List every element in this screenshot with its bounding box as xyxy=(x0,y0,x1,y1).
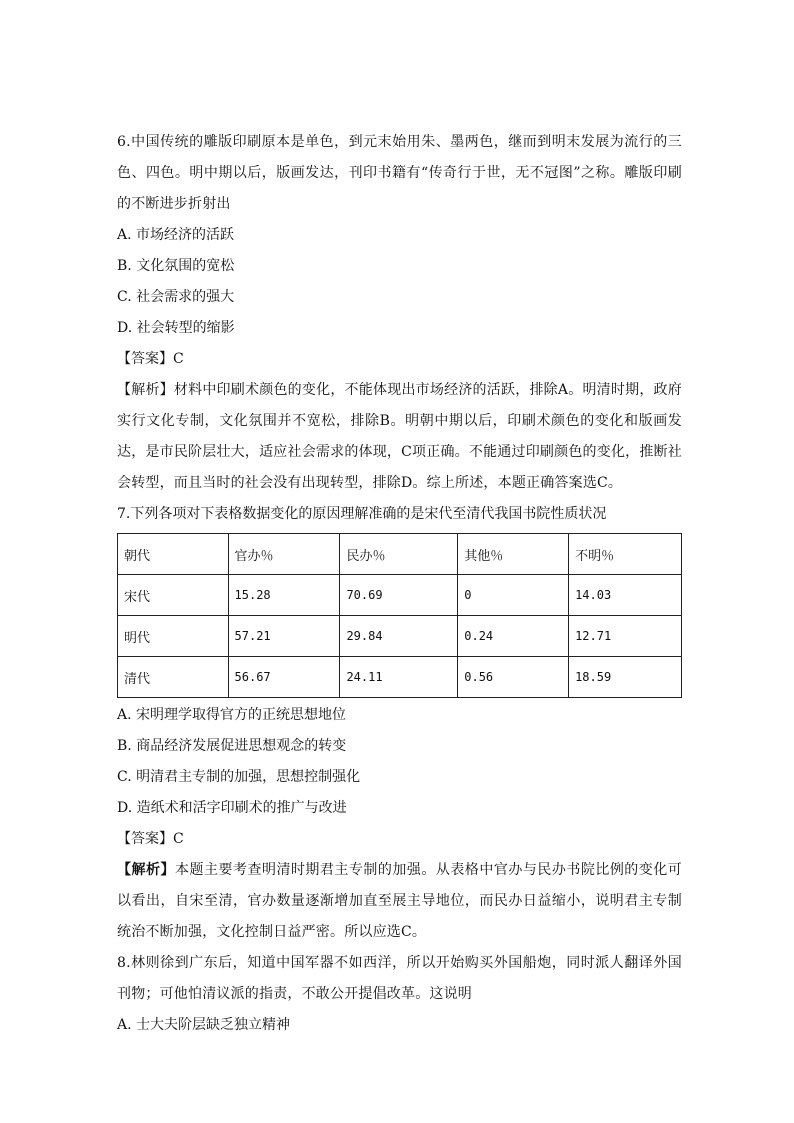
table-cell: 57.21 xyxy=(228,616,340,657)
question-8 xyxy=(117,948,682,1041)
question-7-analysis-label: 【解析】 xyxy=(117,862,175,878)
table-cell: 18.59 xyxy=(569,657,682,698)
question-6-option-c: C. 社会需求的强大 xyxy=(117,289,235,305)
table-cell: 12.71 xyxy=(569,616,682,657)
table-cell: 0 xyxy=(458,575,569,616)
table-row xyxy=(118,657,682,698)
question-7-analysis xyxy=(117,855,682,948)
question-7-analysis-text: 本题主要考查明清时期君主专制的加强。从表格中官办与民办书院比例的变化可以看出，自宋至清，官办数量逐渐增加直至展主导地位，而民办日益缩小，说明君主专制统治不断加强，文化控制日益严密。所以应选C。 xyxy=(117,862,682,940)
table-cell: 70.69 xyxy=(340,575,458,616)
document-content xyxy=(117,127,682,1041)
table-header-cell: 民办％ xyxy=(340,534,458,575)
table-header-row xyxy=(118,534,682,575)
table-cell: 56.67 xyxy=(228,657,340,698)
table-cell: 24.11 xyxy=(340,657,458,698)
question-7-option-a: A. 宋明理学取得官方的正统思想地位 xyxy=(117,707,347,723)
question-6-answer: 【答案】C xyxy=(117,351,184,367)
question-7-answer: 【答案】C xyxy=(117,831,184,847)
question-8-option-a: A. 士大夫阶层缺乏独立精神 xyxy=(117,1017,291,1033)
table-cell: 15.28 xyxy=(228,575,340,616)
question-7-option-c: C. 明清君主专制的加强，思想控制强化 xyxy=(117,769,361,785)
question-8-stem: 8.林则徐到广东后，知道中国军器不如西洋，所以开始购买外国船炮，同时派人翻译外国刊物；可他怕清议派的指责，不敢公开提倡改革。这说明 xyxy=(117,955,682,1002)
table-row xyxy=(118,616,682,657)
question-7 xyxy=(117,499,682,948)
table-cell: 清代 xyxy=(118,657,229,698)
question-6-analysis xyxy=(117,375,682,499)
table-header-cell: 其他％ xyxy=(458,534,569,575)
question-6 xyxy=(117,127,682,499)
question-6-option-a: A. 市场经济的活跃 xyxy=(117,227,235,243)
table-cell: 29.84 xyxy=(340,616,458,657)
table-header-cell: 官办％ xyxy=(228,534,340,575)
table-cell: 宋代 xyxy=(118,575,229,616)
table-cell: 14.03 xyxy=(569,575,682,616)
question-6-option-d: D. 社会转型的缩影 xyxy=(117,320,235,336)
table-header-cell: 不明％ xyxy=(569,534,682,575)
academy-data-table xyxy=(117,533,682,698)
question-7-stem: 7.下列各项对下表格数据变化的原因理解准确的是宋代至清代我国书院性质状况 xyxy=(117,506,607,522)
table-header-cell: 朝代 xyxy=(118,534,229,575)
question-7-option-b: B. 商品经济发展促进思想观念的转变 xyxy=(117,738,347,754)
table-cell: 0.56 xyxy=(458,657,569,698)
table-cell: 明代 xyxy=(118,616,229,657)
question-7-option-d: D. 造纸术和活字印刷术的推广与改进 xyxy=(117,800,347,816)
question-6-stem: 6.中国传统的雕版印刷原本是单色，到元末始用朱、墨两色，继而到明末发展为流行的三色、四色。明中期以后，版画发达，刊印书籍有“传奇行于世，无不冠图”之称。雕版印刷的不断进步折射出 xyxy=(117,134,682,212)
question-6-analysis-label: 【解析】 xyxy=(117,382,174,398)
table-cell: 0.24 xyxy=(458,616,569,657)
question-6-analysis-text: 材料中印刷术颜色的变化，不能体现出市场经济的活跃，排除A。明清时期，政府实行文化专制，文化氛围并不宽松，排除B。明朝中期以后，印刷术颜色的变化和版画发达，是市民阶层壮大，适应社会需求的体现，C项正确。不能通过印刷颜色的变化，推断社会转型，而且当时的社会没有出现转型，排除D。综上所述，本题正确答案选C。 xyxy=(117,382,682,491)
table-row xyxy=(118,575,682,616)
question-6-option-b: B. 文化氛围的宽松 xyxy=(117,258,235,274)
